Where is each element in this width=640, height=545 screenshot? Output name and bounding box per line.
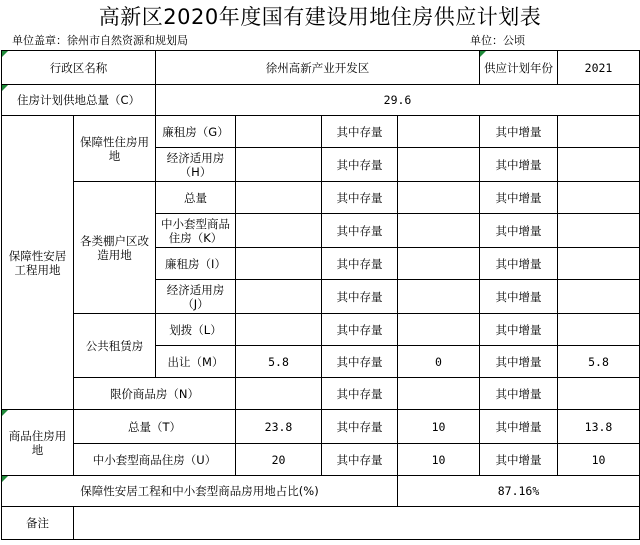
header-row (2, 51, 640, 85)
increment-label: 其中增量 (480, 148, 558, 182)
ratio-value: 87.16% (398, 476, 640, 507)
row-increment: 10 (558, 444, 640, 476)
district-value: 徐州高新产业开发区 (156, 51, 480, 85)
table-row (2, 182, 640, 214)
row-stock (398, 248, 480, 280)
row-label: 经济适用房（J） (156, 280, 236, 314)
row-label: 廉租房（G） (156, 116, 236, 148)
row-value: 23.8 (236, 410, 322, 444)
ratio-label: 保障性安居工程和中小套型商品房用地占比(%) (2, 476, 398, 507)
table-row (2, 116, 640, 148)
row-increment (558, 280, 640, 314)
row-stock (398, 314, 480, 346)
unit-stamp: 单位盖章：徐州市自然资源和规划局 (12, 34, 188, 47)
page-title: 高新区2020年度国有建设用地住房供应计划表 (98, 5, 542, 29)
increment-label: 其中增量 (480, 378, 558, 410)
row-value (236, 314, 322, 346)
row-stock (398, 280, 480, 314)
row-stock: 10 (398, 410, 480, 444)
limited-label: 限价商品房（N） (74, 378, 236, 410)
stock-label: 其中存量 (322, 280, 398, 314)
stock-label: 其中存量 (322, 116, 398, 148)
row-stock: 10 (398, 444, 480, 476)
row-label: 划拨（L） (156, 314, 236, 346)
affordable-label: 保障性安居工程用地 (2, 116, 74, 410)
row-value (236, 116, 322, 148)
increment-label: 其中增量 (480, 182, 558, 214)
remark-label: 备注 (2, 507, 74, 540)
row-label: 中小套型商品住房（K） (156, 214, 236, 248)
stock-label: 其中存量 (322, 378, 398, 410)
row-value (236, 214, 322, 248)
increment-label: 其中增量 (480, 314, 558, 346)
row-value (236, 280, 322, 314)
row-increment (558, 148, 640, 182)
remark-value (74, 507, 640, 540)
total-row (2, 85, 640, 116)
housing-label: 保障性住房用地 (74, 116, 156, 182)
rental-label: 公共租赁房 (74, 314, 156, 378)
total-label: 住房计划供地总量（C） (2, 85, 156, 116)
row-label: 总量 (156, 182, 236, 214)
row-stock: 0 (398, 346, 480, 378)
row-label: 廉租房（I） (156, 248, 236, 280)
increment-label: 其中增量 (480, 444, 558, 476)
table-row (2, 378, 640, 410)
row-increment (558, 214, 640, 248)
stock-label: 其中存量 (322, 410, 398, 444)
housing-supply-table (1, 50, 640, 540)
row-stock (398, 148, 480, 182)
table-row (2, 444, 640, 476)
row-value (236, 248, 322, 280)
unit-label: 单位：公顷 (470, 34, 525, 47)
row-increment (558, 116, 640, 148)
year-label: 供应计划年份 (480, 51, 558, 85)
table-row (2, 410, 640, 444)
increment-label: 其中增量 (480, 248, 558, 280)
increment-label: 其中增量 (480, 410, 558, 444)
stock-label: 其中存量 (322, 248, 398, 280)
total-value: 29.6 (156, 85, 640, 116)
row-increment: 13.8 (558, 410, 640, 444)
row-stock (398, 116, 480, 148)
stock-label: 其中存量 (322, 182, 398, 214)
table-row (2, 314, 640, 346)
row-label: 总量（T） (74, 410, 236, 444)
increment-label: 其中增量 (480, 214, 558, 248)
row-increment (558, 314, 640, 346)
row-stock (398, 214, 480, 248)
stock-label: 其中存量 (322, 214, 398, 248)
row-label: 中小套型商品住房（U） (74, 444, 236, 476)
stock-label: 其中存量 (322, 346, 398, 378)
stock-label: 其中存量 (322, 314, 398, 346)
district-label: 行政区名称 (2, 51, 156, 85)
stock-label: 其中存量 (322, 148, 398, 182)
row-increment: 5.8 (558, 346, 640, 378)
row-stock (398, 378, 480, 410)
increment-label: 其中增量 (480, 280, 558, 314)
year-value: 2021 (558, 51, 640, 85)
row-value: 20 (236, 444, 322, 476)
row-increment (558, 248, 640, 280)
stock-label: 其中存量 (322, 444, 398, 476)
remark-row (2, 507, 640, 540)
row-label: 经济适用房（H） (156, 148, 236, 182)
row-value (236, 378, 322, 410)
increment-label: 其中增量 (480, 346, 558, 378)
row-stock (398, 182, 480, 214)
renovation-label: 各类棚户区改造用地 (74, 182, 156, 314)
increment-label: 其中增量 (480, 116, 558, 148)
row-value (236, 148, 322, 182)
row-value (236, 182, 322, 214)
row-label: 出让（M） (156, 346, 236, 378)
ratio-row (2, 476, 640, 507)
row-increment (558, 378, 640, 410)
row-value: 5.8 (236, 346, 322, 378)
commercial-label: 商品住房用地 (2, 410, 74, 476)
row-increment (558, 182, 640, 214)
